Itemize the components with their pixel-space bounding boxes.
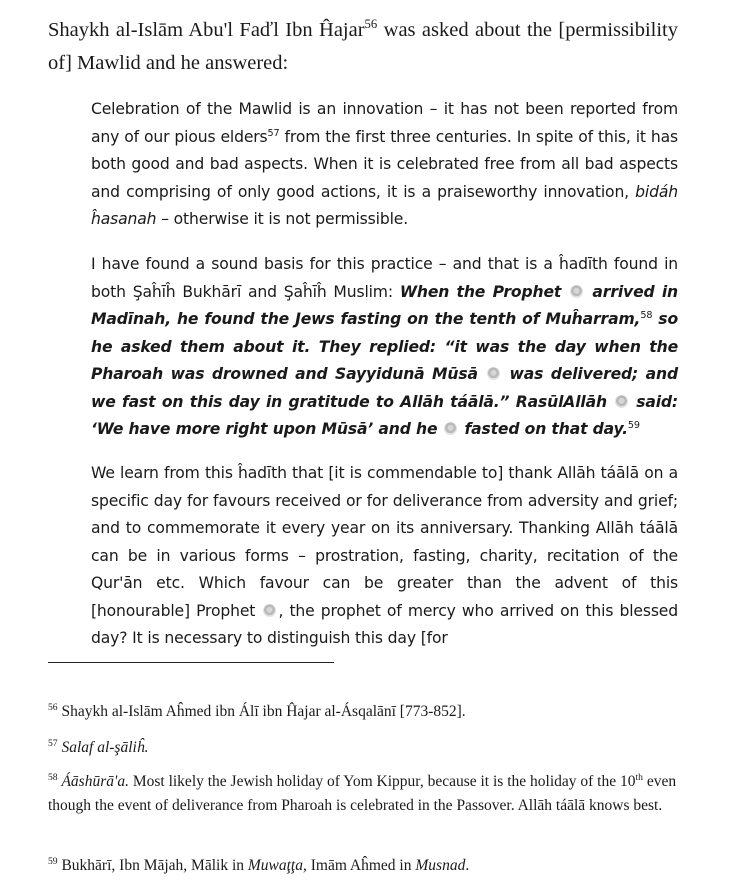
footnote-text: , Imām Aĥmed in (303, 857, 416, 874)
hadith-text: arrived in Madīnah, he found the Jews fasting on the tenth of Muĥarram, (91, 282, 678, 328)
footnote-term: Áāshūrā'a. (61, 773, 129, 790)
quote-text: , the prophet of mercy who arrived on this blessed day? It is necessary to distinguish this day [for (91, 601, 678, 647)
footnote-ref-56[interactable]: 56 (364, 17, 378, 32)
intro-text: was asked about the [permissibility of] Mawlid and he answered: (48, 19, 678, 74)
footnote-text: Shaykh al-Islām Aĥmed ibn Álī ibn Ĥajar al-Ásqalānī [773-852]. (61, 703, 466, 720)
hadith-text: fasted on that day. (459, 420, 628, 438)
footnote-number: 56 (48, 701, 58, 713)
quote-italic-term: bidáh ĥasanah (91, 182, 678, 228)
quote-text: I have found a sound basis for this practice – and that is a ĥadīth found in both Şaĥīĥ Bukhārī and Şaĥīĥ Muslim: (91, 255, 678, 301)
footnote-text: even though the event of deliverance from Pharoah is celebrated in the Passover. Allāh táālā knows best. (48, 773, 677, 814)
footnote-number: 59 (48, 855, 58, 867)
salutation-glyph-icon (615, 395, 628, 408)
quote-paragraph-3 (91, 460, 678, 653)
footnote-58 (48, 770, 681, 818)
quote-paragraph-1 (91, 96, 678, 234)
salutation-glyph-icon (487, 367, 500, 380)
footnote-text: . (465, 857, 470, 874)
footnote-book-title: Musnad (415, 857, 466, 874)
quote-text: from the first three centuries. In spite of this, it has both good and bad aspects. When it is celebrated free from all bad aspects and comprising of only good actions, it is a praiseworthy innovation, (91, 127, 678, 201)
intro-text: Shaykh al-Islām Abu'l Faďl Ibn Ĥajar (48, 19, 365, 41)
footnote-number: 58 (48, 771, 58, 783)
footnote-text: Salaf al-şāliĥ. (61, 739, 149, 756)
footnote-book-title: Muwaţţa (247, 857, 303, 874)
salutation-glyph-icon (263, 604, 276, 617)
quote-text: – otherwise it is not permissible. (156, 210, 408, 228)
ordinal-suffix: th (635, 771, 643, 783)
footnote-ref-59[interactable]: 59 (627, 419, 640, 431)
footnote-text: Bukhārī, Ibn Mājah, Mālik in (61, 857, 248, 874)
footnote-59 (48, 854, 688, 878)
footnote-56 (48, 700, 688, 724)
intro-paragraph (48, 14, 678, 80)
footnote-57 (48, 736, 688, 760)
hadith-text: was delivered; and we fast on this day in gratitude to Allāh táālā.” RasūlAllāh (91, 365, 679, 411)
hadith-text: said: ‘We have more right upon Mūsā’ and he (91, 392, 679, 438)
footnote-ref-58[interactable]: 58 (640, 309, 653, 321)
hadith-text: When the Prophet (399, 282, 562, 301)
footnote-ref-57[interactable]: 57 (267, 127, 280, 139)
quote-paragraph-2 (91, 251, 678, 444)
footnote-number: 57 (48, 737, 58, 749)
salutation-glyph-icon (570, 285, 583, 298)
quote-text: We learn from this ĥadīth that [it is commendable to] thank Allāh táālā on a specific day for favours received or for deliverance from adversity and grief; and to commemorate it every year on its anniversary. Thanking Allāh táālā can be in various forms – prostration, fasting, charity, recitation of the Qur'ān etc. Which favour can be greater than the advent of this [honourable] Prophet (91, 464, 678, 620)
footnote-text: Most likely the Jewish holiday of Yom Kippur, because it is the holiday of the 10 (128, 773, 636, 790)
quote-text: Celebration of the Mawlid is an innovation – it has not been reported from any of our pious elders (91, 100, 678, 146)
salutation-glyph-icon (444, 422, 457, 435)
hadith-text: so he asked them about it. They replied: “it was the day when the Pharoah was drowned and Sayyidunā Mūsā (91, 310, 679, 383)
footnote-divider (48, 662, 334, 663)
